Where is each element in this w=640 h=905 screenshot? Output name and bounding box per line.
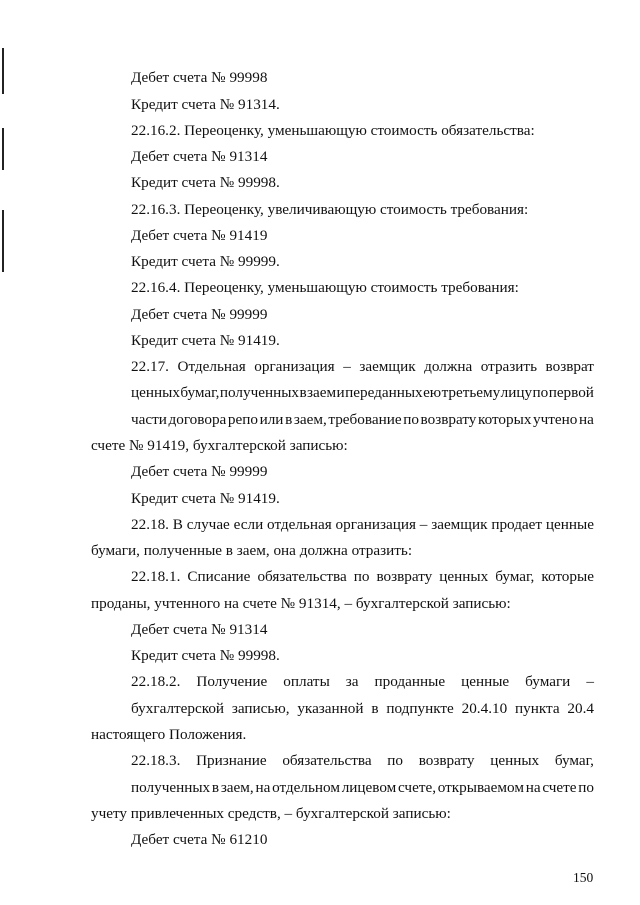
text-word: заемщик — [431, 516, 488, 533]
text-line: бумаги, полученные в заем, она должна отразить: — [91, 542, 413, 559]
scan-margin-mark — [2, 210, 4, 272]
text-word: 20.4 — [567, 700, 594, 717]
text-word: которые — [541, 568, 594, 585]
text-line — [131, 515, 594, 534]
text-word: 20.4.10 — [461, 700, 508, 717]
text-word: заем, — [220, 779, 254, 796]
text-word: первой — [548, 384, 594, 401]
scan-margin-mark — [2, 48, 4, 94]
text-word: за — [345, 673, 359, 690]
text-word: возврату — [376, 568, 433, 585]
text-word: бумаги — [525, 673, 571, 690]
text-word: возврат — [545, 358, 594, 375]
text-line: Кредит счета № 99998. — [131, 174, 280, 191]
text-word: части — [131, 411, 167, 428]
text-line: 22.16.4. Переоценку, уменьшающую стоимость требования: — [131, 279, 519, 296]
text-word: по — [403, 411, 419, 428]
text-word: случае — [186, 516, 230, 533]
text-word: В — [172, 516, 183, 533]
text-word: в — [299, 384, 307, 401]
text-line: 22.16.3. Переоценку, увеличивающую стоимость требования: — [131, 201, 529, 218]
text-line: учету привлеченных средств, – бухгалтерской записью: — [91, 805, 451, 822]
text-word: требование — [328, 411, 402, 428]
text-word: 22.18.1. — [131, 568, 181, 585]
text-word: на — [579, 411, 594, 428]
text-word: бухгалтерской — [131, 700, 225, 717]
text-word: лицу — [500, 384, 533, 401]
text-word: пункта — [515, 700, 560, 717]
text-word: или — [259, 411, 284, 428]
text-word: заем — [307, 384, 337, 401]
text-line — [131, 410, 594, 429]
text-word: ею — [423, 384, 442, 401]
text-word: оплаты — [283, 673, 330, 690]
text-word: Отдельная — [177, 358, 246, 375]
text-word: по — [532, 384, 549, 401]
text-word: по — [387, 752, 404, 769]
text-line: Кредит счета № 99998. — [131, 647, 280, 664]
text-line: Кредит счета № 91419. — [131, 332, 280, 349]
text-line — [131, 778, 594, 797]
text-line: Кредит счета № 91419. — [131, 490, 280, 507]
text-word: 22.17. — [131, 358, 169, 375]
text-word: ценные — [545, 516, 594, 533]
text-word: на — [255, 779, 271, 796]
text-line — [131, 357, 594, 376]
text-line: Дебет счета № 91314 — [131, 621, 268, 638]
text-word: ценных — [439, 568, 489, 585]
text-word: ценные — [461, 673, 510, 690]
text-word: переданных — [345, 384, 423, 401]
text-word: Списание — [187, 568, 251, 585]
text-word: заемщик — [359, 358, 416, 375]
text-word: которых — [477, 411, 532, 428]
text-line: настоящего Положения. — [91, 726, 247, 743]
text-line: счете № 91419, бухгалтерской записью: — [91, 437, 348, 454]
text-line: Дебет счета № 99999 — [131, 463, 268, 480]
text-word: записью, — [231, 700, 290, 717]
text-line: Дебет счета № 99998 — [131, 69, 268, 86]
text-word: бумаг, — [495, 568, 535, 585]
text-word: бумаг, — [180, 384, 220, 401]
text-line: проданы, учтенного на счете № 91314, – бухгалтерской записью: — [91, 595, 511, 612]
text-word: – — [343, 358, 351, 375]
text-line — [131, 383, 594, 402]
text-word: отразить — [480, 358, 537, 375]
text-word: учтено — [533, 411, 578, 428]
text-line — [131, 672, 594, 691]
text-word: возврату — [418, 752, 475, 769]
text-word: указанной — [297, 700, 364, 717]
text-word: подпункте — [386, 700, 454, 717]
text-word: счете, — [398, 779, 436, 796]
text-line: Кредит счета № 91314. — [131, 96, 280, 113]
text-word: репо — [227, 411, 258, 428]
text-word: организация — [254, 358, 335, 375]
text-word: 22.18. — [131, 516, 169, 533]
text-word: Получение — [196, 673, 268, 690]
text-word: отдельном — [272, 779, 340, 796]
text-word: бумаг, — [554, 752, 594, 769]
text-word: по — [578, 779, 594, 796]
text-word: – — [419, 516, 428, 533]
text-line: Дебет счета № 91419 — [131, 227, 268, 244]
text-word: продает — [491, 516, 543, 533]
text-line: Кредит счета № 99999. — [131, 253, 280, 270]
text-word: по — [353, 568, 370, 585]
text-word: возврату — [420, 411, 477, 428]
text-word: Признание — [196, 752, 267, 769]
text-word: договора — [168, 411, 227, 428]
text-word: отдельная — [267, 516, 332, 533]
text-word: в — [285, 411, 293, 428]
text-line — [131, 567, 594, 586]
text-word: полученных — [131, 779, 211, 796]
text-word: на — [525, 779, 541, 796]
scan-margin-mark — [2, 128, 4, 170]
text-word: полученных — [219, 384, 300, 401]
text-word: 22.18.2. — [131, 673, 181, 690]
text-line: Дебет счета № 61210 — [131, 831, 268, 848]
text-word: в — [211, 779, 220, 796]
text-word: должна — [424, 358, 473, 375]
text-word: заем, — [293, 411, 327, 428]
text-word: третьему — [441, 384, 501, 401]
text-word: организация — [335, 516, 416, 533]
text-word: – — [586, 673, 594, 690]
text-line: Дебет счета № 91314 — [131, 148, 268, 165]
text-word: обязательства — [257, 568, 347, 585]
text-word: ценных — [490, 752, 540, 769]
text-word: проданные — [374, 673, 446, 690]
text-word: если — [233, 516, 264, 533]
text-line: Дебет счета № 99999 — [131, 306, 268, 323]
text-word: обязательства — [282, 752, 372, 769]
text-word: 22.18.3. — [131, 752, 181, 769]
page-number: 150 — [573, 870, 594, 885]
text-word: лицевом — [341, 779, 397, 796]
text-line: 22.16.2. Переоценку, уменьшающую стоимость обязательства: — [131, 122, 535, 139]
text-line — [131, 751, 594, 770]
text-word: и — [336, 384, 345, 401]
text-word: ценных — [131, 384, 180, 401]
text-word: открываемом — [437, 779, 524, 796]
text-word: счете — [542, 779, 577, 796]
text-word: в — [371, 700, 379, 717]
text-line — [131, 699, 594, 718]
